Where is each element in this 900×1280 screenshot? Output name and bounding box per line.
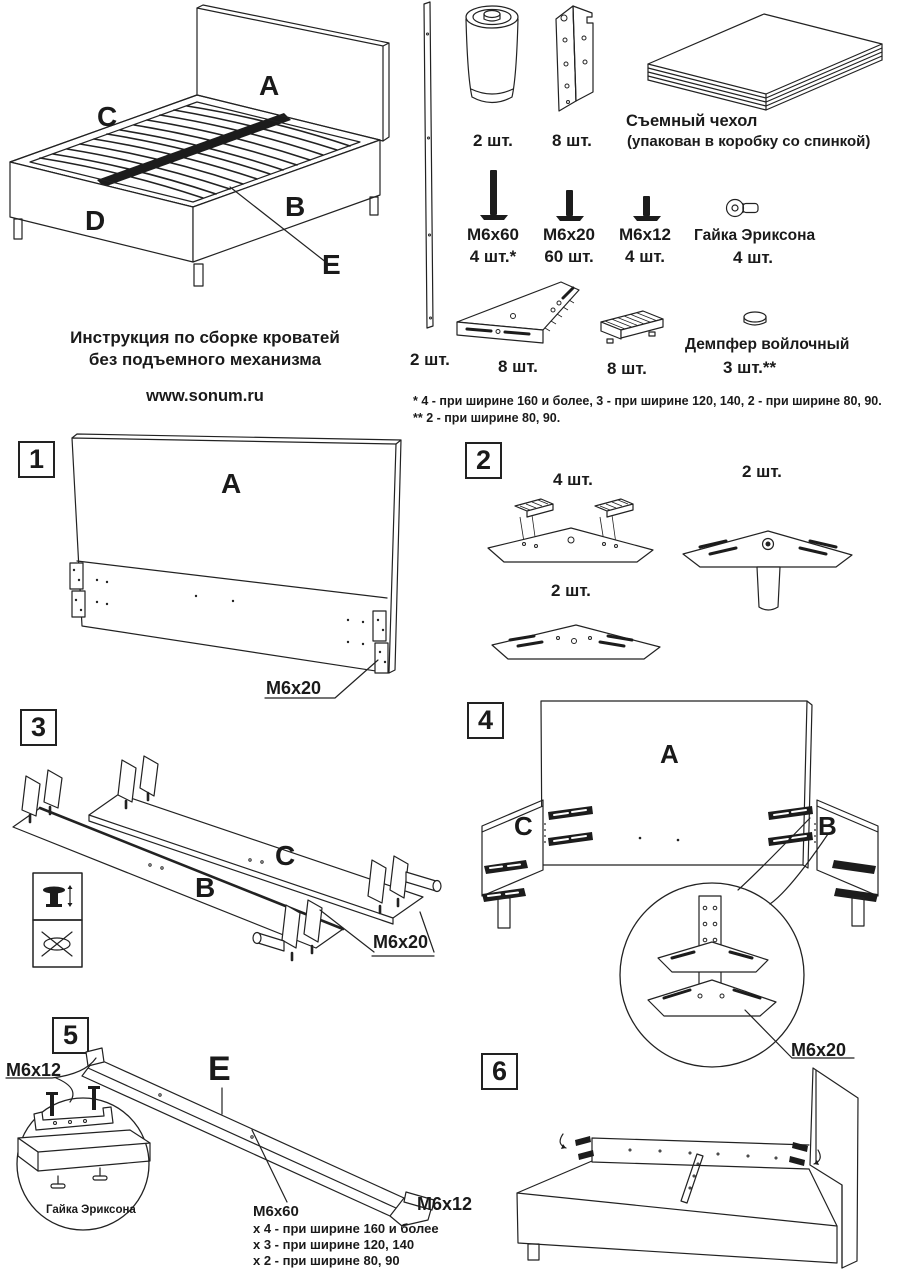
- cover-drawing: [636, 2, 894, 124]
- leg-drawing: [460, 2, 524, 116]
- step-2-qty-plates: 2 шт.: [551, 581, 591, 600]
- step-5-note-120: x 3 - при ширине 120, 140: [253, 1237, 415, 1252]
- step-1-label-a: A: [221, 468, 242, 499]
- plate-with-leg: [683, 531, 852, 610]
- cover-name: Съемный чехол: [626, 112, 758, 130]
- plate-plain: [492, 625, 660, 659]
- slat-holder-qty: 8 шт.: [607, 359, 647, 378]
- base-frame: [517, 1138, 837, 1263]
- bolt-m6x12-name: M6x12: [619, 225, 671, 244]
- step-5-nut-label: Гайка Эриксона: [46, 1204, 136, 1216]
- step-2-qty-leg-plates: 2 шт.: [742, 462, 782, 481]
- step-3-number: 3: [20, 709, 57, 746]
- center-rail-e: [681, 1154, 703, 1203]
- corner-bracket-qty: 8 шт.: [552, 131, 592, 150]
- overview-label-e: E: [322, 249, 341, 280]
- step-5-bolt-m6x60: M6x60: [253, 1203, 299, 1220]
- step-4-drawing: [460, 690, 900, 1080]
- step-3-bolt-label: M6x20: [373, 932, 429, 952]
- step-4-label-c: C: [514, 811, 533, 841]
- bolt-m6x20-qty: 60 шт.: [544, 247, 594, 266]
- overview-label-d: D: [85, 205, 106, 236]
- step-2-number: 2: [465, 442, 502, 479]
- bolt-m6x60-name: M6x60: [467, 225, 519, 244]
- step-4-bolt-label: M6x20: [791, 1040, 847, 1060]
- leg-qty: 2 шт.: [473, 131, 513, 150]
- overview-label-c: C: [97, 101, 118, 132]
- no-gap-icon: [33, 920, 82, 967]
- step-1-number: 1: [18, 441, 55, 478]
- bolt-m6x20-drawing: [553, 188, 587, 222]
- step-5-note-80: x 2 - при ширине 80, 90: [253, 1253, 400, 1268]
- felt-damper-qty: 3 шт.**: [723, 358, 777, 377]
- corner-bracket-drawing: [543, 2, 607, 116]
- step-1-bolt-label: M6x20: [266, 678, 322, 698]
- overview-label-b: B: [285, 191, 306, 222]
- doc-title-line2: без подъемного механизма: [88, 350, 322, 369]
- erikson-nut-qty: 4 шт.: [733, 248, 773, 267]
- step-5-label-e: E: [208, 1050, 231, 1088]
- support-strip-qty: 2 шт.: [410, 350, 450, 369]
- doc-title-line1: Инструкция по сборке кроватей: [70, 328, 340, 347]
- bolt-m6x12-qty: 4 шт.: [625, 247, 665, 266]
- erikson-nut-name: Гайка Эриксона: [694, 227, 816, 244]
- slat-holder-drawing: [595, 306, 669, 346]
- bolt-m6x12-drawing: [630, 194, 664, 222]
- step-3-label-c: C: [275, 840, 296, 871]
- step-4-number: 4: [467, 702, 504, 739]
- bolt-m6x20-name: M6x20: [543, 225, 595, 244]
- step-3-drawing: [0, 700, 460, 1012]
- erikson-nut-drawing: [724, 196, 768, 220]
- support-strip-drawing: [416, 0, 440, 336]
- step-5-number: 5: [52, 1017, 89, 1054]
- step-2-qty-holders: 4 шт.: [553, 470, 593, 489]
- plate-bracket-drawing: [453, 276, 593, 350]
- cover-note: (упакован в коробку со спинкой): [627, 133, 871, 150]
- bolt-m6x60-drawing: [477, 168, 511, 222]
- screw-fully-icon: [33, 873, 82, 920]
- plate-with-holders: [488, 499, 653, 562]
- step-5-bolt-m6x12-left: M6x12: [6, 1060, 62, 1080]
- step-3-label-b: B: [195, 872, 216, 903]
- step-5-note-160: x 4 - при ширине 160 и более: [253, 1221, 439, 1236]
- step-6-drawing: [460, 1030, 900, 1280]
- plate-bracket-qty: 8 шт.: [498, 357, 538, 376]
- overview-label-a: A: [259, 70, 280, 101]
- felt-damper-drawing: [736, 308, 776, 332]
- step-4-label-b: B: [818, 811, 837, 841]
- website-url: www.sonum.ru: [146, 387, 264, 405]
- step-2-drawing: [460, 430, 900, 690]
- overview-bed-drawing: [0, 0, 415, 300]
- footnote-2: ** 2 - при ширине 80, 90.: [413, 411, 561, 425]
- step-5-bolt-m6x12-right: M6x12: [417, 1194, 473, 1214]
- felt-damper-name: Демпфер войлочный: [685, 336, 850, 353]
- step-6-number: 6: [481, 1053, 518, 1090]
- step-4-label-a: A: [660, 739, 679, 769]
- bolt-m6x60-qty: 4 шт.*: [469, 247, 517, 266]
- footnote-1: * 4 - при ширине 160 и более, 3 - при ширине 120, 140, 2 - при ширине 80, 90.: [413, 394, 882, 408]
